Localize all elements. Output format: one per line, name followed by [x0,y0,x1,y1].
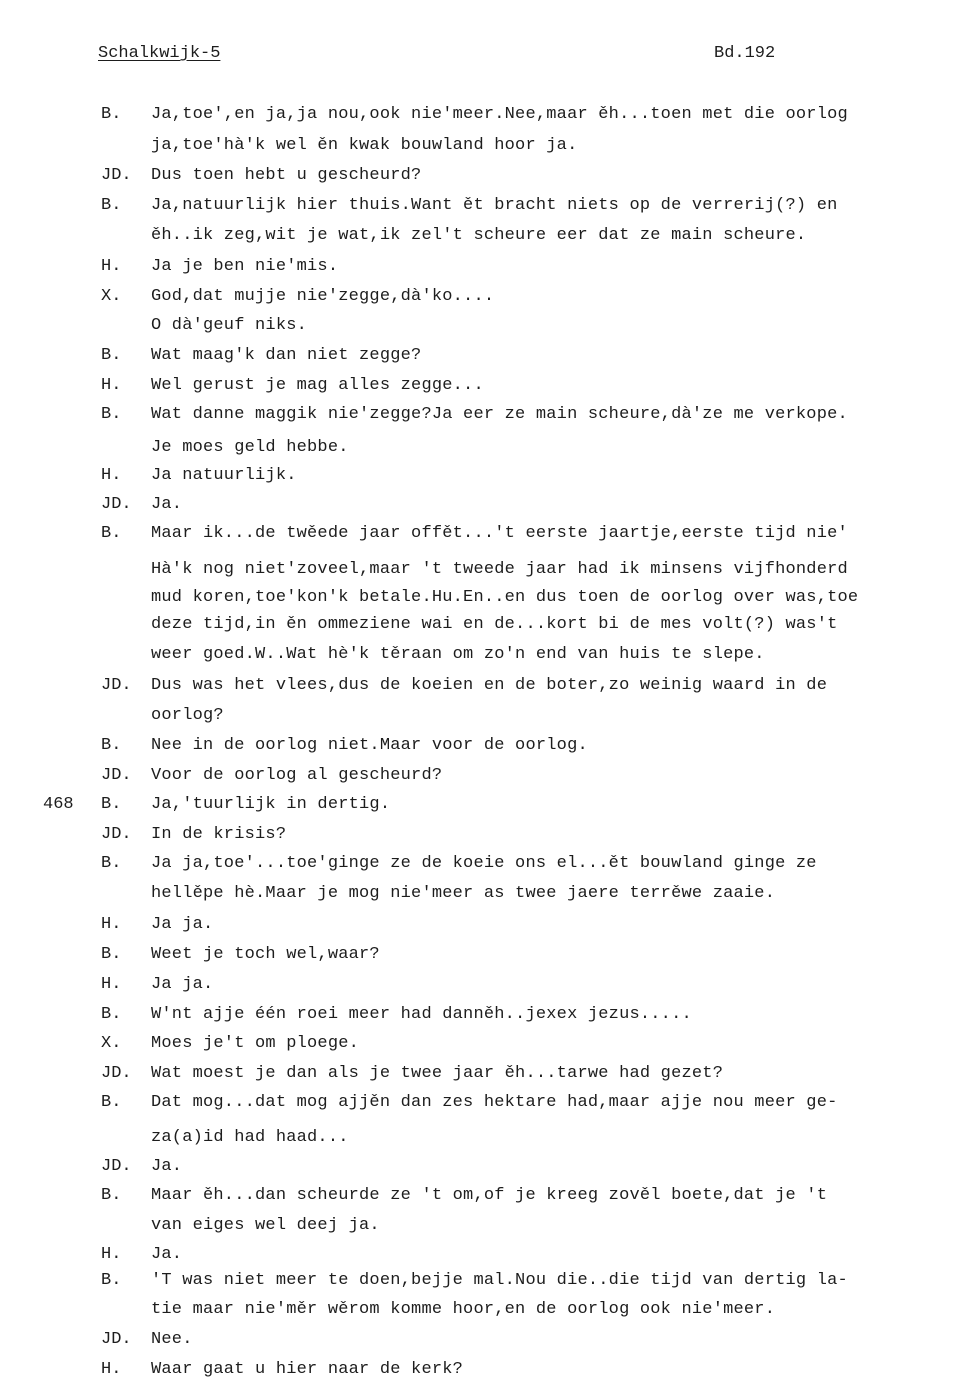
line-text: Dus was het vlees,dus de koeien en de boter,zo weinig waard in de [151,676,828,695]
line-text: ěh..ik zeg,wit je wat,ik zel't scheure eer dat ze main scheure. [151,226,807,245]
speaker-label: B. [101,795,122,814]
transcript-line [0,1157,979,1183]
transcript-line [0,287,979,313]
transcript-line [0,1245,979,1271]
line-text: oorlog? [151,706,224,725]
transcript-line [0,257,979,283]
line-text: weer goed.W..Wat hè'k těraan om zo'n end van huis te slepe. [151,645,765,664]
line-text: Maar ěh...dan scheurde ze 't om,of je kreeg zověl boete,dat je 't [151,1186,828,1205]
line-text: Weet je toch wel,waar? [151,945,380,964]
speaker-label: JD. [101,1330,132,1349]
line-text: Ja. [151,495,183,514]
transcript-line [0,105,979,131]
transcript-line [0,1093,979,1119]
speaker-label: H. [101,975,122,994]
transcript-line [0,136,979,162]
line-text: Ja,toe',en ja,ja nou,ook nie'meer.Nee,maar ěh...toen met die oorlog [151,105,848,124]
page-reference: Bd.192 [714,44,776,63]
line-text: Wat danne maggik nie'zegge?Ja eer ze main scheure,dà'ze me verkope. [151,405,848,424]
transcript-line [0,346,979,372]
transcript-line [0,795,979,821]
line-text: Wat moest je dan als je twee jaar ěh...tarwe had gezet? [151,1064,724,1083]
transcript-line [0,854,979,880]
speaker-label: B. [101,1005,122,1024]
transcript-line [0,588,979,614]
transcript-line [0,1064,979,1090]
speaker-label: B. [101,854,122,873]
speaker-label: B. [101,196,122,215]
speaker-label: JD. [101,766,132,785]
line-text: In de krisis? [151,825,287,844]
transcript-line [0,405,979,431]
line-text: Nee. [151,1330,193,1349]
line-text: Ja natuurlijk. [151,466,297,485]
speaker-label: JD. [101,495,132,514]
transcript-line [0,438,979,464]
transcript-line [0,766,979,792]
line-text: hellěpe hè.Maar je mog nie'meer as twee jaere terrěwe zaaie. [151,884,776,903]
speaker-label: B. [101,1271,122,1290]
transcript-line [0,166,979,192]
line-text: God,dat mujje nie'zegge,dà'ko.... [151,287,495,306]
line-text: Hà'k nog niet'zoveel,maar 't tweede jaar had ik minsens vijfhonderd [151,560,848,579]
transcript-line [0,645,979,671]
margin-line-number: 468 [43,795,74,814]
speaker-label: JD. [101,825,132,844]
line-text: mud koren,toe'kon'k betale.Hu.En..en dus toen de oorlog over was,toe [151,588,859,607]
transcript-line [0,884,979,910]
line-text: Ja. [151,1245,183,1264]
transcript-line [0,1034,979,1060]
speaker-label: B. [101,1093,122,1112]
line-text: W'nt ajje één roei meer had danněh..jexex jezus..... [151,1005,692,1024]
transcript-line [0,736,979,762]
line-text: Moes je't om ploege. [151,1034,360,1053]
line-text: Dat mog...dat mog ajjěn dan zes hektare had,maar ajje nou meer ge- [151,1093,838,1112]
line-text: Ja je ben nie'mis. [151,257,339,276]
speaker-label: JD. [101,1064,132,1083]
line-text: za(a)id had haad... [151,1128,349,1147]
speaker-label: JD. [101,1157,132,1176]
line-text: Nee in de oorlog niet.Maar voor de oorlog. [151,736,588,755]
line-text: 'T was niet meer te doen,bejje mal.Nou die..die tijd van dertig la- [151,1271,848,1290]
transcript-line [0,1216,979,1242]
speaker-label: B. [101,405,122,424]
transcript-line [0,1005,979,1031]
transcript-line [0,1186,979,1212]
line-text: Maar ik...de twěede jaar offět...'t eerste jaartje,eerste tijd nie' [151,524,848,543]
speaker-label: H. [101,1245,122,1264]
transcript-line [0,615,979,641]
transcript-line [0,706,979,732]
speaker-label: B. [101,524,122,543]
speaker-label: H. [101,466,122,485]
transcript-line [0,524,979,550]
line-text: Dus toen hebt u gescheurd? [151,166,422,185]
speaker-label: X. [101,1034,122,1053]
transcript-line [0,945,979,971]
transcript-line [0,1271,979,1297]
line-text: van eiges wel deej ja. [151,1216,380,1235]
speaker-label: H. [101,915,122,934]
line-text: Ja. [151,1157,183,1176]
transcript-line [0,676,979,702]
transcript-line [0,1330,979,1356]
speaker-label: H. [101,257,122,276]
speaker-label: B. [101,346,122,365]
line-text: Waar gaat u hier naar de kerk? [151,1360,464,1379]
transcript-line [0,825,979,851]
transcript-line [0,560,979,586]
transcript-line [0,975,979,1001]
transcript-line [0,466,979,492]
line-text: Wel gerust je mag alles zegge... [151,376,484,395]
speaker-label: JD. [101,676,132,695]
line-text: Ja ja. [151,975,214,994]
transcript-line [0,1128,979,1154]
line-text: Ja ja. [151,915,214,934]
line-text: Je moes geld hebbe. [151,438,349,457]
line-text: Wat maag'k dan niet zegge? [151,346,422,365]
line-text: Ja ja,toe'...toe'ginge ze de koeie ons el...ět bouwland ginge ze [151,854,817,873]
speaker-label: X. [101,287,122,306]
transcript-line [0,226,979,252]
transcript-line [0,1360,979,1386]
transcript-line [0,1300,979,1326]
line-text: deze tijd,in ěn ommeziene wai en de...kort bi de mes volt(?) was't [151,615,838,634]
document-title: Schalkwijk-5 [98,44,221,63]
transcript-line [0,495,979,521]
speaker-label: JD. [101,166,132,185]
line-text: ja,toe'hà'k wel ěn kwak bouwland hoor ja. [151,136,578,155]
transcript-line [0,376,979,402]
transcript-line [0,196,979,222]
line-text: Voor de oorlog al gescheurd? [151,766,443,785]
speaker-label: H. [101,376,122,395]
transcript-line [0,316,979,342]
line-text: Ja,natuurlijk hier thuis.Want ět bracht niets op de verrerij(?) en [151,196,838,215]
speaker-label: B. [101,1186,122,1205]
transcript-line [0,915,979,941]
speaker-label: B. [101,736,122,755]
line-text: O dà'geuf niks. [151,316,308,335]
line-text: Ja,'tuurlijk in dertig. [151,795,391,814]
speaker-label: B. [101,105,122,124]
speaker-label: B. [101,945,122,964]
speaker-label: H. [101,1360,122,1379]
line-text: tie maar nie'měr wěrom komme hoor,en de oorlog ook nie'meer. [151,1300,776,1319]
